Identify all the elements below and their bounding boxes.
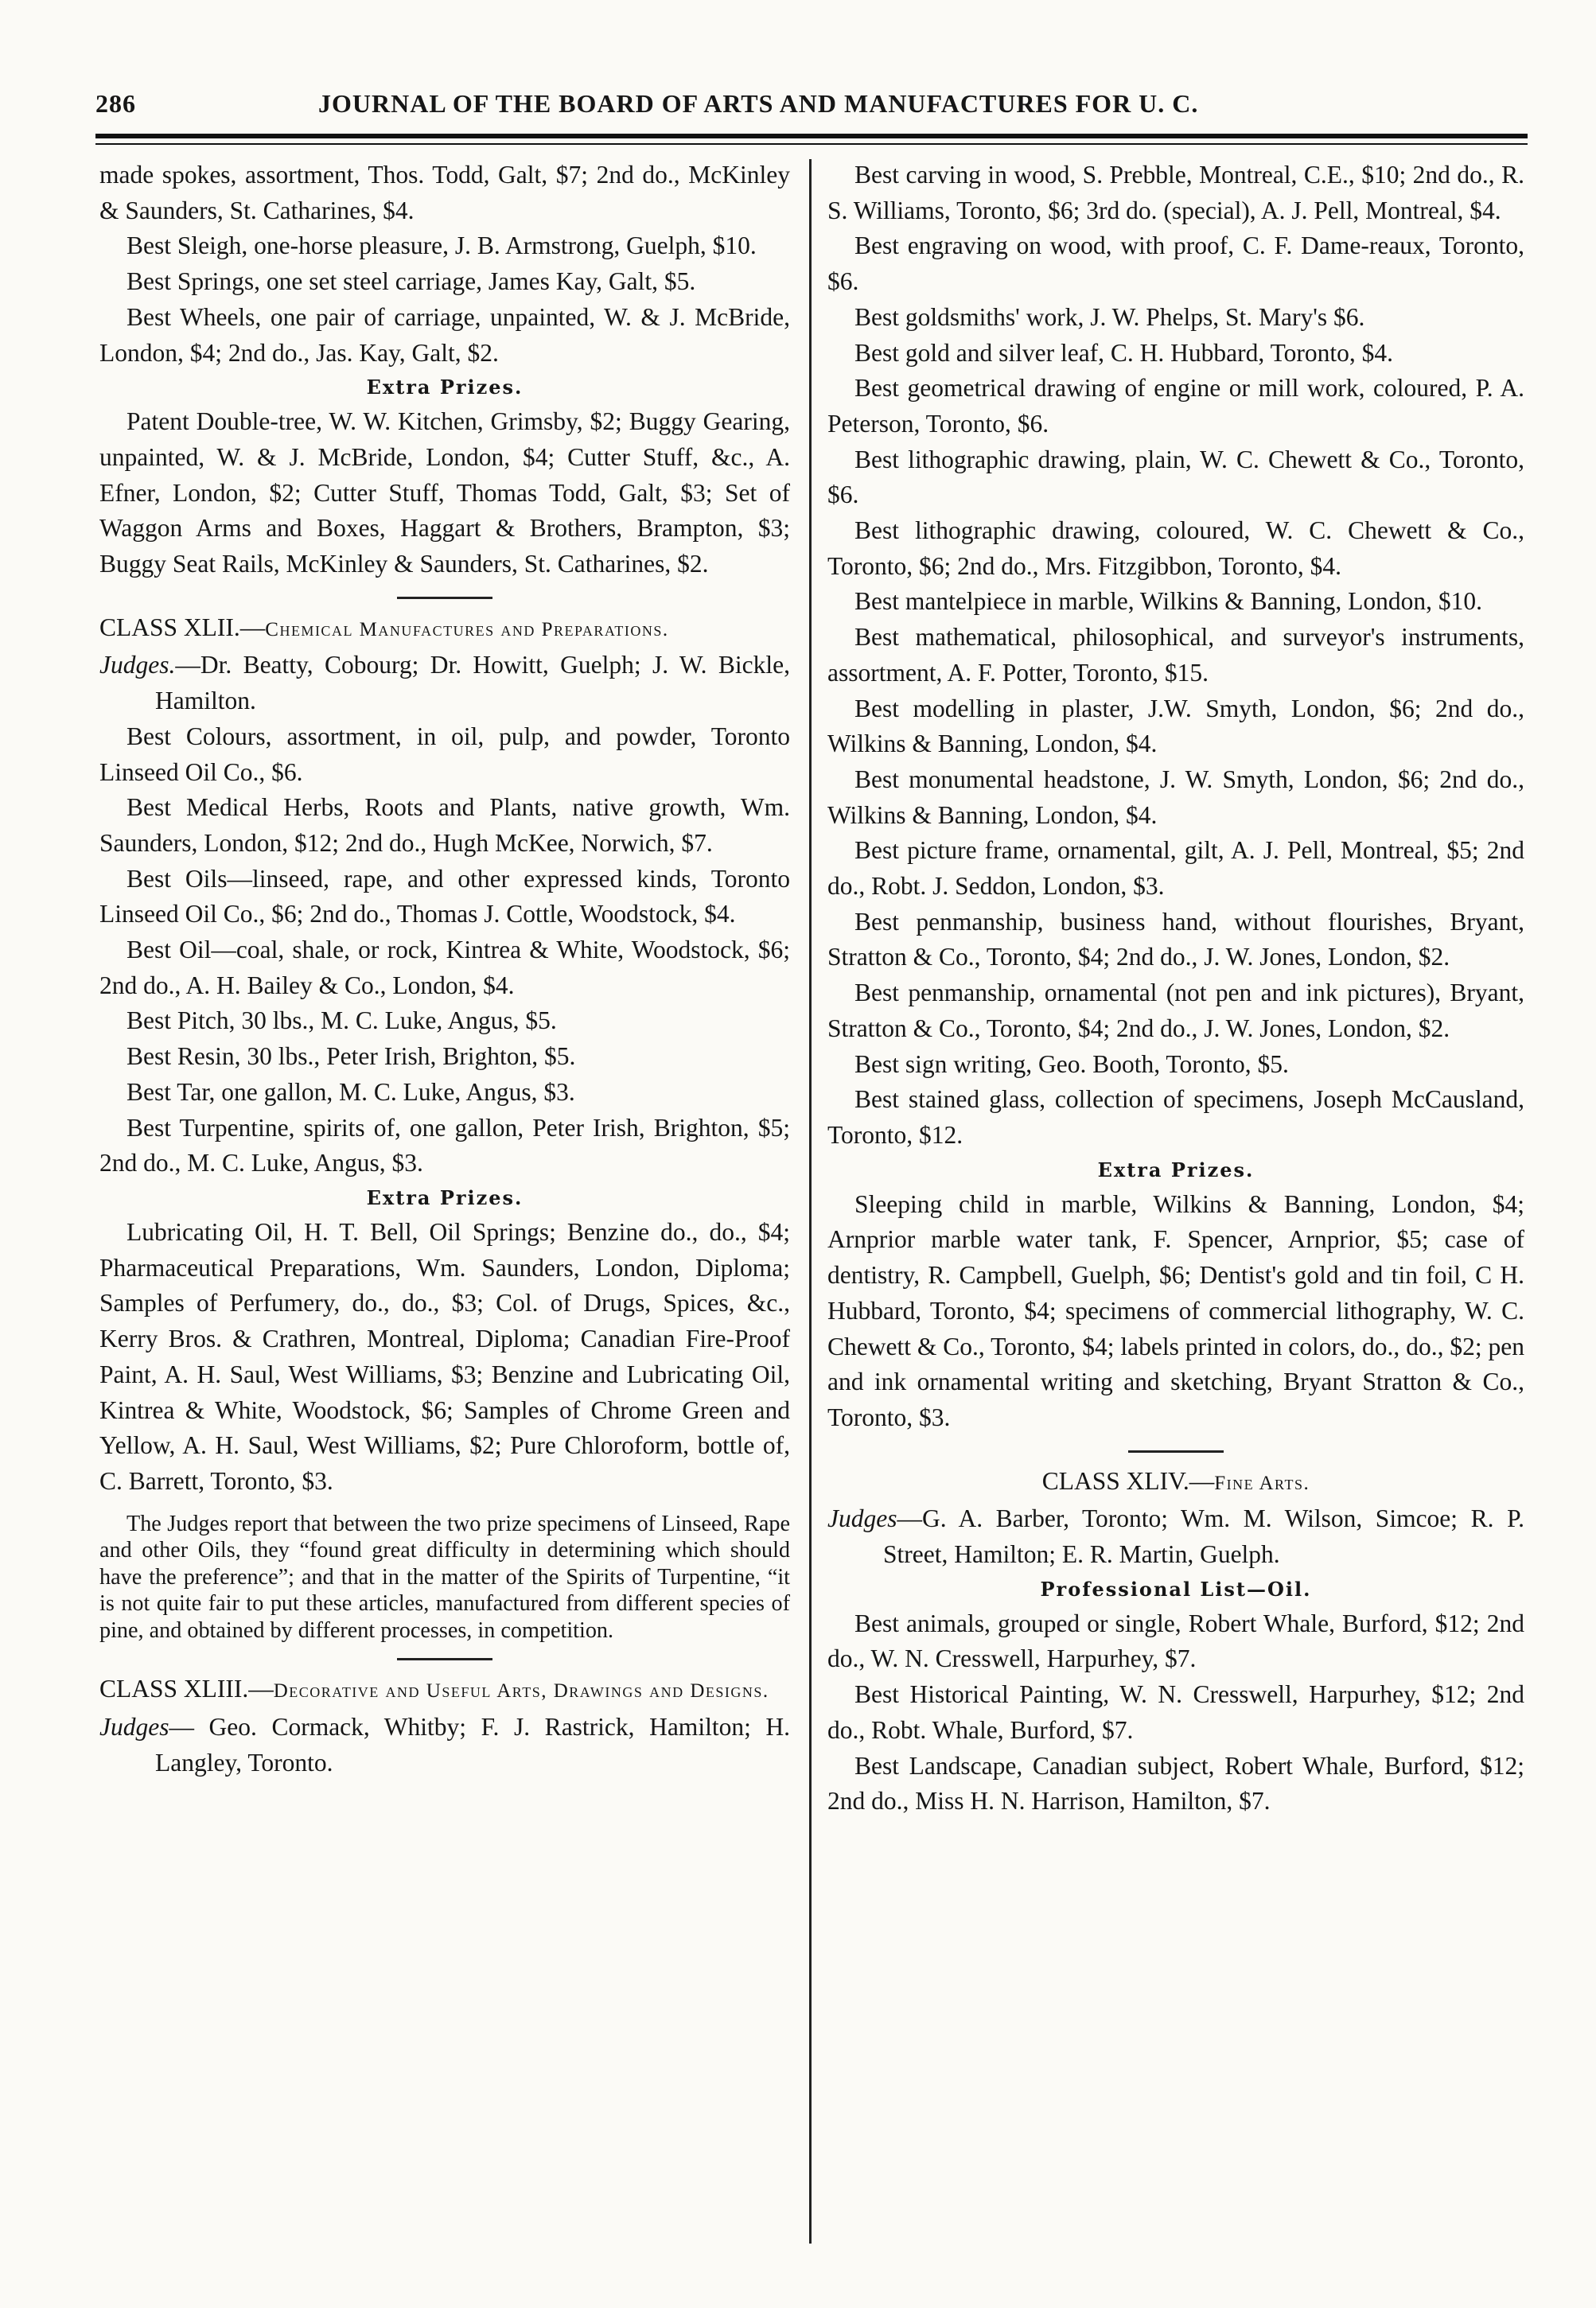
paragraph: Best picture frame, ornamental, gilt, A. J. Pell, Montreal, $5; 2nd do., Robt. J. Seddon, London, $3. xyxy=(827,836,1524,901)
judges-label: Judges. xyxy=(99,651,176,679)
paragraph: Best Oil—coal, shale, or rock, Kintrea & White, Woodstock, $6; 2nd do., A. H. Bailey & Co., London, $4. xyxy=(99,936,790,999)
class-heading xyxy=(827,1464,1524,1502)
paragraph: Best penmanship, ornamental (not pen and ink pictures), Bryant, Stratton & Co., Toronto, $4; 2nd do., J. W. Jones, London, $2. xyxy=(827,979,1524,1042)
paragraph: Best Wheels, one pair of carriage, unpainted, W. & J. McBride, London, $4; 2nd do., Jas. Kay, Galt, $2. xyxy=(99,302,790,367)
class-heading xyxy=(99,610,790,648)
extra-prizes-heading: Extra Prizes. xyxy=(366,376,524,399)
paragraph: Best Landscape, Canadian subject, Robert Whale, Burford, $12; 2nd do., Miss H. N. Harrison, Hamilton, $7. xyxy=(827,1751,1524,1816)
section-rule xyxy=(397,597,492,599)
paragraph: Best mantelpiece in marble, Wilkins & Banning, London, $10. xyxy=(854,587,1483,616)
judges-names: —G. A. Barber, Toronto; Wm. M. Wilson, Simcoe; R. P. Street, Hamilton; E. R. Martin, Guelph. xyxy=(883,1504,1524,1569)
paragraph: Best Oils—linseed, rape, and other expressed kinds, Toronto Linseed Oil Co., $6; 2nd do., Thomas J. Cottle, Woodstock, $4. xyxy=(99,864,790,928)
paragraph: Best penmanship, business hand, without flourishes, Bryant, Stratton & Co., Toronto, $4; 2nd do., J. W. Jones, London, $2. xyxy=(827,907,1524,971)
paragraph: Best stained glass, collection of specimens, Joseph McCausland, Toronto, $12. xyxy=(827,1085,1524,1149)
class-title: Decorative and Useful Arts, Drawings and Designs. xyxy=(273,1680,769,1703)
class-label: CLASS XLII.— xyxy=(99,613,266,641)
paragraph: Patent Double-tree, W. W. Kitchen, Grimsby, $2; Buggy Gearing, unpainted, W. & J. McBride, London, $4; Cutter Stuff, &c., A. Efner, London, $2; Cutter Stuff, Thomas Todd, Galt, $3; Set of Waggon Arms and Boxes, Haggart & Brothers, Brampton, $3; Buggy Seat Rails, McKinley & Saunders, St. Catharines, $2. xyxy=(99,407,790,578)
paragraph: Best lithographic drawing, plain, W. C. Chewett & Co., Toronto, $6. xyxy=(827,445,1524,509)
judges-label: Judges xyxy=(827,1504,897,1533)
paragraph: Best carving in wood, S. Prebble, Montreal, C.E., $10; 2nd do., R. S. Williams, Toronto, $6; 3rd do. (special), A. J. Pell, Montreal, $4. xyxy=(827,161,1524,224)
paragraph: Best monumental headstone, J. W. Smyth, London, $6; 2nd do., Wilkins & Banning, London, $4. xyxy=(827,765,1524,829)
paragraph: Best Turpentine, spirits of, one gallon, Peter Irish, Brighton, $5; 2nd do., M. C. Luke, Angus, $3. xyxy=(99,1113,790,1177)
paragraph: Best engraving on wood, with proof, C. F. Dame-reaux, Toronto, $6. xyxy=(827,232,1524,296)
judges-line xyxy=(827,1501,1524,1572)
paragraph: Lubricating Oil, H. T. Bell, Oil Springs; Benzine do., do., $4; Pharmaceutical Preparations, Wm. Saunders, London, Diploma; Samples of Perfumery, do., do., $3; Col. of Drugs, Spices, &c., Kerry Bros. & Crathren, Montreal, Diploma; Canadian Fire-Proof Paint, A. H. Saul, West Williams, $3; Benzine and Lubricating Oil, Kintrea & White, Woodstock, $6; Samples of Chrome Green and Yellow, A. H. Saul, West Williams, $2; Pure Chloroform, bottle of, C. Barrett, Toronto, $3. xyxy=(99,1217,790,1495)
paragraph: Best Historical Painting, W. N. Cresswell, Harpurhey, $12; 2nd do., Robt. Whale, Burford, $7. xyxy=(827,1680,1524,1744)
paragraph: Best Tar, one gallon, M. C. Luke, Angus, $3. xyxy=(127,1077,575,1106)
section-rule xyxy=(1128,1450,1224,1453)
judges-report: The Judges report that between the two prize specimens of Linseed, Rape and other Oils, they “found great difficulty in determining which should have the preference”; and that in the matter of the Spirits of Turpentine, “it is not quite fair to put these articles, manufactured from different species of pine, and obtained by different processes, in competition. xyxy=(99,1511,790,1643)
paragraph: Best Resin, 30 lbs., Peter Irish, Brighton, $5. xyxy=(127,1042,576,1071)
page-number: 286 xyxy=(95,89,136,118)
paragraph: made spokes, assortment, Thos. Todd, Galt, $7; 2nd do., McKinley & Saunders, St. Catharines, $4. xyxy=(99,161,790,224)
class-label: CLASS XLIV.— xyxy=(1041,1466,1215,1495)
paragraph: Best Sleigh, one-horse pleasure, J. B. Armstrong, Guelph, $10. xyxy=(127,232,757,260)
judges-label: Judges xyxy=(99,1712,169,1741)
section-rule xyxy=(397,1658,492,1660)
paragraph: Best mathematical, philosophical, and surveyor's instruments, assortment, A. F. Potter, Toronto, $15. xyxy=(827,623,1524,687)
header-rule-thick xyxy=(95,134,1528,138)
professional-list-heading: Professional List—Oil. xyxy=(1040,1577,1312,1601)
paragraph: Best Springs, one set steel carriage, James Kay, Galt, $5. xyxy=(127,267,696,296)
left-column xyxy=(99,158,790,1781)
paragraph: Sleeping child in marble, Wilkins & Banning, London, $4; Arnprior marble water tank, F. Spencer, Arnprior, $5; case of dentistry, R. Campbell, Guelph, $6; Dentist's gold and tin foil, C H. Hubbard, Toronto, $4; specimens of commercial lithography, W. C. Chewett & Co., Toronto, $4; labels printed in colors, do., do., $2; pen and ink ornamental writing and sketching, Bryant Stratton & Co., Toronto, $3. xyxy=(827,1189,1524,1431)
paragraph: Best geometrical drawing of engine or mill work, coloured, P. A. Peterson, Toronto, $6. xyxy=(827,374,1524,438)
extra-prizes-heading: Extra Prizes. xyxy=(366,1185,524,1209)
class-heading xyxy=(99,1672,790,1710)
journal-title: JOURNAL OF THE BOARD OF ARTS AND MANUFACTURES FOR U. C. xyxy=(318,89,1199,118)
paragraph: Best sign writing, Geo. Booth, Toronto, $5. xyxy=(854,1049,1289,1078)
paragraph: Best goldsmiths' work, J. W. Phelps, St. Mary's $6. xyxy=(854,302,1365,331)
class-label: CLASS XLIII.— xyxy=(99,1675,274,1703)
class-title: Chemical Manufactures and Preparations. xyxy=(265,618,669,640)
paragraph: Best modelling in plaster, J.W. Smyth, London, $6; 2nd do., Wilkins & Banning, London, $4. xyxy=(827,694,1524,758)
judges-line xyxy=(99,648,790,718)
header-rule-thin xyxy=(95,143,1528,145)
judges-names: — Geo. Cormack, Whitby; F. J. Rastrick, Hamilton; H. Langley, Toronto. xyxy=(155,1712,790,1777)
class-title: Fine Arts. xyxy=(1214,1472,1310,1494)
paragraph: Best Pitch, 30 lbs., M. C. Luke, Angus, $5. xyxy=(127,1006,557,1035)
paragraph: Best Colours, assortment, in oil, pulp, and powder, Toronto Linseed Oil Co., $6. xyxy=(99,722,790,786)
extra-prizes-heading: Extra Prizes. xyxy=(1097,1158,1255,1181)
paragraph: Best Medical Herbs, Roots and Plants, native growth, Wm. Saunders, London, $12; 2nd do., Hugh McKee, Norwich, $7. xyxy=(99,793,790,857)
judges-line xyxy=(99,1710,790,1781)
right-column xyxy=(827,158,1524,1820)
paragraph: Best gold and silver leaf, C. H. Hubbard, Toronto, $4. xyxy=(854,338,1393,367)
column-divider xyxy=(809,159,812,2244)
paragraph: Best lithographic drawing, coloured, W. C. Chewett & Co., Toronto, $6; 2nd do., Mrs. Fitzgibbon, Toronto, $4. xyxy=(827,516,1524,580)
paragraph: Best animals, grouped or single, Robert Whale, Burford, $12; 2nd do., W. N. Cresswell, Harpurhey, $7. xyxy=(827,1609,1524,1673)
running-header xyxy=(95,89,1528,129)
judges-names: —Dr. Beatty, Cobourg; Dr. Howitt, Guelph; J. W. Bickle, Hamilton. xyxy=(155,651,790,715)
